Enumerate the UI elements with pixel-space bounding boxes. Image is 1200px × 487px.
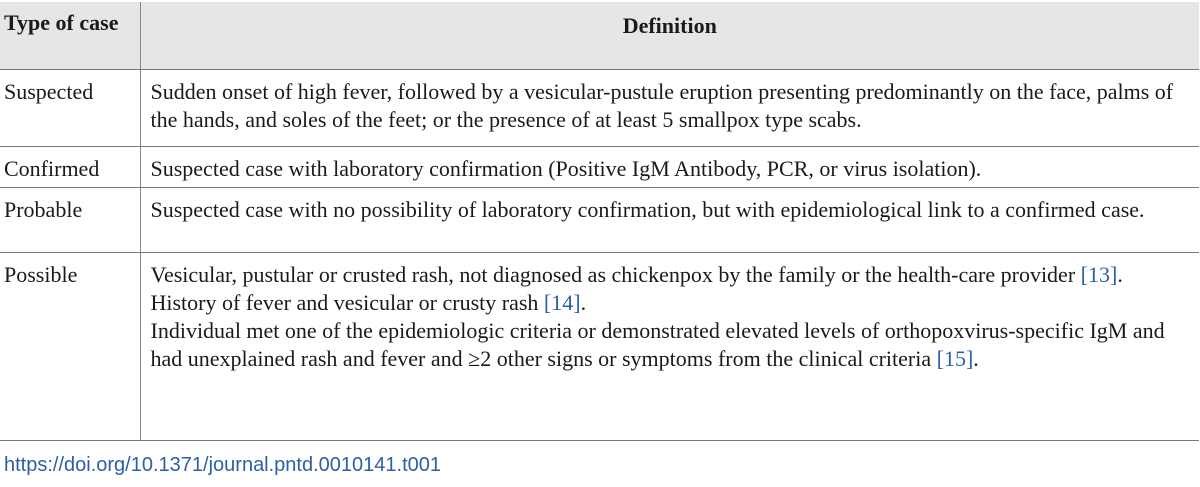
definition-cell: Sudden onset of high fever, followed by a vesicular-pustule eruption presenting predominantly on the face, palms of the hands, and soles of the feet; or the presence of at least 5 smallpox type scabs. xyxy=(140,69,1199,146)
case-type-cell: Possible xyxy=(0,252,140,440)
definition-cell xyxy=(140,252,1199,440)
table-row xyxy=(0,146,1199,187)
definition-line xyxy=(151,289,1176,317)
column-header-definition: Definition xyxy=(140,2,1199,69)
case-type-cell: Probable xyxy=(0,187,140,252)
case-definition-table xyxy=(0,2,1199,441)
doi-link[interactable]: https://doi.org/10.1371/journal.pntd.0010141.t001 xyxy=(4,454,442,476)
case-type-cell: Suspected xyxy=(0,69,140,146)
reference-link[interactable]: [15] xyxy=(936,345,974,371)
definition-cell: Suspected case with laboratory confirmation (Positive IgM Antibody, PCR, or virus isolation). xyxy=(140,146,1199,187)
reference-link[interactable]: [13] xyxy=(1080,261,1118,287)
table-header-row xyxy=(0,2,1199,69)
table-row xyxy=(0,187,1199,252)
column-header-type: Type of case xyxy=(0,2,140,69)
case-type-cell: Confirmed xyxy=(0,146,140,187)
definition-text: History of fever and vesicular or crusty rash xyxy=(150,289,544,315)
definition-line xyxy=(151,317,1176,373)
definition-cell: Suspected case with no possibility of laboratory confirmation, but with epidemiological link to a confirmed case. xyxy=(140,187,1199,252)
definition-punct: . xyxy=(580,289,587,315)
table-row xyxy=(0,252,1199,440)
table-row xyxy=(0,69,1199,146)
reference-link[interactable]: [14] xyxy=(543,289,581,315)
definition-line xyxy=(151,261,1176,289)
definition-punct: . xyxy=(973,345,979,371)
definition-text: Vesicular, pustular or crusted rash, not diagnosed as chickenpox by the family or the health-care provider xyxy=(150,261,1081,287)
definition-punct: . xyxy=(1117,261,1123,287)
definition-text: Individual met one of the epidemiologic criteria or demonstrated elevated levels of orthopoxvirus-specific IgM and had unexplained rash and fever and ≥2 other signs or symptoms from the clinical criteria xyxy=(150,317,1165,371)
